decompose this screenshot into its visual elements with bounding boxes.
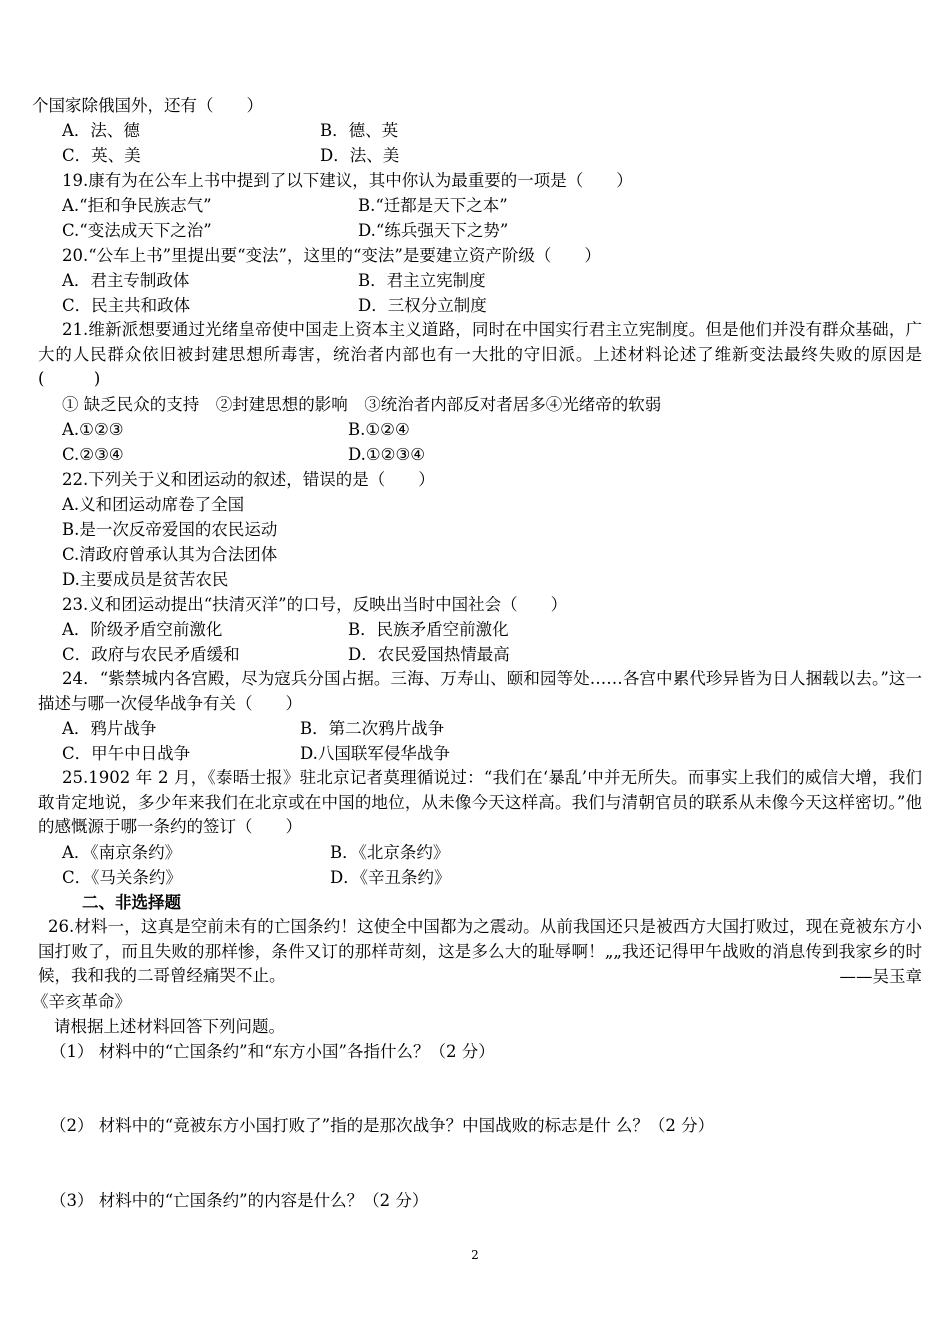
q25-option-b: B．《北京条约》 <box>330 843 450 862</box>
q26-source-author: ——吴玉章 <box>839 967 922 986</box>
q19-option-b: B.“迁都是天下之本” <box>358 196 508 215</box>
q23-option-d: D．农民爱国热情最高 <box>348 645 510 664</box>
q19-stem: 19.康有为在公车上书中提到了以下建议，其中你认为最重要的一项是（ ） <box>62 171 633 190</box>
q21-statements: ① 缺乏民众的支持 ②封建思想的影响 ③统治者内部反对者居多④光绪帝的软弱 <box>62 395 662 414</box>
q26-source-title: 《辛亥革命》 <box>32 992 131 1011</box>
q25-option-c: C．《马关条约》 <box>62 868 182 887</box>
q20-option-c: C．民主共和政体 <box>62 296 191 315</box>
q20-option-b: B．君主立宪制度 <box>358 271 486 290</box>
q18-option-b: B．德、英 <box>320 121 399 140</box>
q22-stem: 22.下列关于义和团运动的叙述，错误的是（ ） <box>62 470 435 489</box>
q23-option-b: B．民族矛盾空前激化 <box>348 620 509 639</box>
q20-option-a: A．君主专制政体 <box>62 271 190 290</box>
q25-option-d: D．《辛丑条约》 <box>330 868 451 887</box>
q24-option-c: C．甲午中日战争 <box>62 744 191 763</box>
q26-instruction: 请根据上述材料回答下列问题。 <box>54 1017 285 1036</box>
q20-option-d: D．三权分立制度 <box>358 296 487 315</box>
q18-stem-tail: 个国家除俄国外，还有（ ） <box>32 96 263 115</box>
q18-option-d: D．法、美 <box>320 146 400 165</box>
q21-option-a: A.①②③ <box>62 420 124 439</box>
q19-option-d: D.“练兵强天下之势” <box>358 221 509 240</box>
q25-stem: 25.1902 年 2 月，《泰晤士报》驻北京记者莫理循说过：“我们在‘暴乱’中并无所失。而事实上我们的威信大增，我们敢肯定地说，多少年来我们在北京或在中国的地位，从未像今天这样高。我们与清朝官员的联系从未像今天这样密切。”他的感慨源于哪一条约的签订（ ） <box>38 768 922 836</box>
q21-stem: 21.维新派想要通过光绪皇帝使中国走上资本主义道路，同时在中国实行君主立宪制度。但是他们并没有群众基础，广大的人民群众依旧被封建思想所毒害，统治者内部也有一大批的守旧派。上述材料论述了维新变法最终失败的原因是( ) <box>38 320 922 388</box>
q24-option-a: A．鸦片战争 <box>62 719 157 738</box>
q26-part-3: （3） 材料中的“亡国条约”的内容是什么？（2 分） <box>50 1191 429 1210</box>
q20-stem: 20.“公车上书”里提出要“变法”，这里的“变法”是要建立资产阶级（ ） <box>62 246 601 265</box>
q24-option-d: D.八国联军侵华战争 <box>300 744 450 763</box>
q24-option-b: B．第二次鸦片战争 <box>300 719 445 738</box>
q22-option-b: B.是一次反帝爱国的农民运动 <box>62 520 278 539</box>
q25-option-a: A．《南京条约》 <box>62 843 182 862</box>
q21-option-c: C.②③④ <box>62 445 124 464</box>
q23-option-c: C．政府与农民矛盾缓和 <box>62 645 240 664</box>
q22-option-a: A.义和团运动席卷了全国 <box>62 495 245 514</box>
q26-material: 26.材料一，这真是空前未有的亡国条约！这使全中国都为之震动。从前我国还只是被西方大国打败过，现在竟被东方小国打败了，而且失败的那样惨，条件又订的那样苛刻，这是多么大的耻辱啊！„„我还记得甲午战败的消息传到我家乡的时候，我和我的二哥曾经痛哭不止。 <box>38 917 922 985</box>
q22-option-c: C.清政府曾承认其为合法团体 <box>62 545 278 564</box>
q24-stem: 24．“紫禁城内各宫殿，尽为寇兵分国占据。三海、万寿山、颐和园等处……各宫中累代珍异皆为日人捆载以去。”这一描述与哪一次侵华战争有关（ ） <box>38 669 922 713</box>
section-heading: 二、非选择题 <box>82 893 181 912</box>
q19-option-c: C.“变法成天下之治” <box>62 221 212 240</box>
q21-option-b: B.①②④ <box>348 420 410 439</box>
q23-stem: 23.义和团运动提出“扶清灭洋”的口号，反映出当时中国社会（ ） <box>62 595 568 614</box>
q26-part-1: （1） 材料中的“亡国条约”和“东方小国”各指什么？（2 分） <box>50 1042 495 1061</box>
q23-option-a: A．阶级矛盾空前激化 <box>62 620 223 639</box>
q19-option-a: A.“拒和争民族志气” <box>62 196 212 215</box>
q26-part-2: （2） 材料中的“竟被东方小国打败了”指的是那次战争？中国战败的标志是什 么？（2 分） <box>50 1116 715 1135</box>
q18-option-c: C．英、美 <box>62 146 141 165</box>
q21-option-d: D.①②③④ <box>348 445 426 464</box>
q22-option-d: D.主要成员是贫苦农民 <box>62 570 229 589</box>
page-number: 2 <box>471 1248 479 1262</box>
q18-option-a: A．法、德 <box>62 121 140 140</box>
